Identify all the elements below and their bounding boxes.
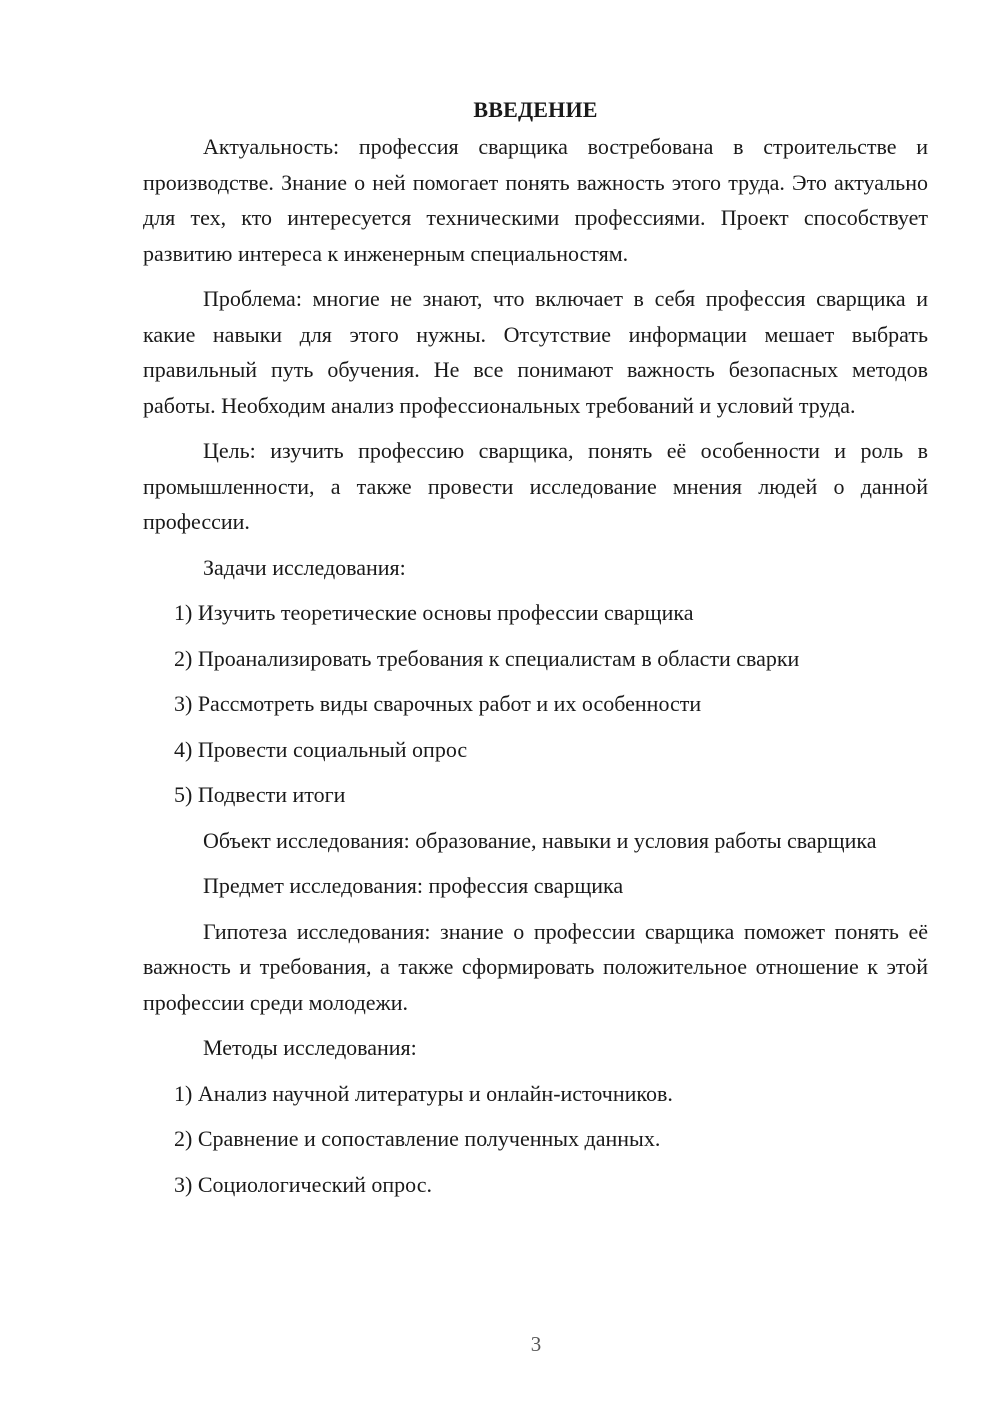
method-item: 3) Социологический опрос. — [174, 1171, 432, 1197]
page-number: 3 — [530, 1332, 542, 1356]
task-item: 4) Провести социальный опрос — [174, 736, 468, 762]
hypothesis-paragraph: Гипотеза исследования: знание о профессии сварщика поможет понять её важность и требования, а также сформировать положительное отношение к этой профессии среди молодежи. — [143, 918, 928, 1015]
tasks-heading: Задачи исследования: — [203, 554, 406, 580]
relevance-paragraph: Актуальность: профессия сварщика востребована в строительстве и производстве. Знание о ней помогает понять важность этого труда. Это актуально для тех, кто интересуется техническими профессиями. Проект способствует развитию интереса к инженерным специальностям. — [143, 134, 928, 266]
section-title: ВВЕДЕНИЕ — [473, 97, 598, 122]
problem-paragraph: Проблема: многие не знают, что включает в себя профессия сварщика и какие навыки для этого нужны. Отсутствие информации мешает выбрать правильный путь обучения. Не все понимают важность безопасных методов работы. Необходим анализ профессиональных требований и условий труда. — [143, 286, 928, 418]
method-item: 1) Анализ научной литературы и онлайн-источников. — [174, 1080, 673, 1106]
object-paragraph: Объект исследования: образование, навыки и условия работы сварщика — [203, 827, 877, 853]
subject-paragraph: Предмет исследования: профессия сварщика — [203, 873, 624, 898]
methods-heading: Методы исследования: — [203, 1035, 417, 1060]
task-item: 2) Проанализировать требования к специалистам в области сварки — [174, 645, 800, 671]
document-page — [143, 93, 928, 1212]
task-item: 1) Изучить теоретические основы профессии сварщика — [174, 600, 694, 625]
method-item: 2) Сравнение и сопоставление полученных данных. — [174, 1126, 661, 1151]
task-item: 5) Подвести итоги — [174, 782, 346, 807]
task-item: 3) Рассмотреть виды сварочных работ и их особенности — [174, 691, 702, 716]
goal-paragraph: Цель: изучить профессию сварщика, понять её особенности и роль в промышленности, а также провести исследование мнения людей о данной профессии. — [143, 438, 928, 534]
